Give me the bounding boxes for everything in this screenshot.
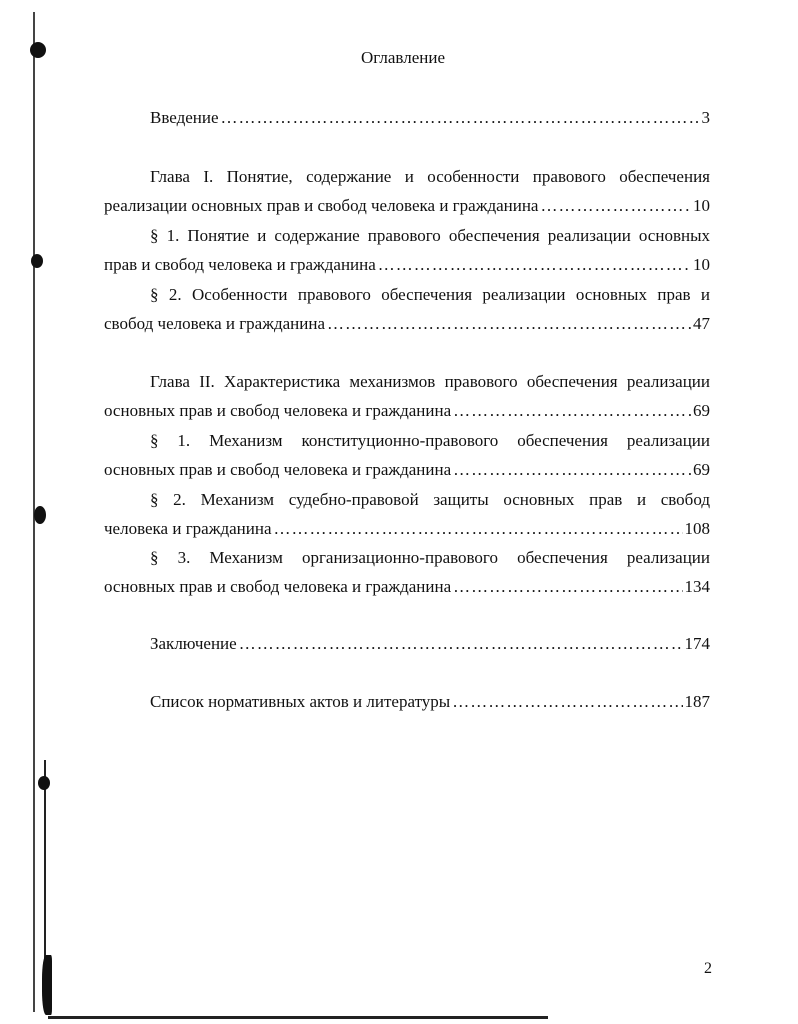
toc-entry-label: Список нормативных актов и литературы: [150, 692, 451, 711]
toc-entry-intro: [104, 103, 710, 132]
scan-blot: [31, 254, 43, 268]
toc-entry-line: основных прав и свобод человека и гражданина: [104, 401, 452, 420]
scan-bottom-edge: [48, 1016, 548, 1019]
toc-entry-line: свобод человека и гражданина: [104, 314, 326, 333]
toc-entry-line: § 2. Особенности правового обеспечения реализации основных прав и: [150, 285, 710, 304]
toc-entry-ch2-section-2: [104, 485, 710, 543]
leader-dots: [453, 572, 682, 601]
toc-entry-line: Глава II. Характеристика механизмов правового обеспечения реализации: [150, 372, 710, 391]
toc-entry-line: реализации основных прав и свобод человека и гражданина: [104, 196, 539, 215]
toc-entry-label: Заключение: [150, 634, 237, 653]
toc-page-number: 10: [693, 196, 710, 215]
leader-dots: [540, 191, 691, 220]
page-number: 2: [704, 960, 712, 977]
toc-entry-chapter-2: [104, 367, 710, 425]
toc-heading: Оглавление: [361, 48, 445, 67]
toc-page-number: 47: [693, 314, 710, 333]
toc-entry-line: § 1. Понятие и содержание правового обеспечения реализации основных: [150, 226, 710, 245]
toc-page-number: 187: [684, 692, 710, 711]
toc-entry-line: § 2. Механизм судебно-правовой защиты основных прав и свобод: [150, 490, 710, 509]
leader-dots: [239, 629, 683, 658]
scan-blot: [42, 955, 52, 1015]
leader-dots: [378, 250, 691, 279]
leader-dots: [453, 396, 691, 425]
toc-entry-ch2-section-1: [104, 426, 710, 484]
toc-page-number: 69: [693, 401, 710, 420]
toc-page-number: 108: [684, 519, 710, 538]
toc-entry-line: основных прав и свобод человека и гражданина: [104, 577, 452, 596]
scan-blot: [38, 776, 50, 790]
toc-entry-line: § 3. Механизм организационно-правового обеспечения реализации: [150, 548, 710, 567]
leader-dots: [221, 103, 700, 132]
toc-page-number: 174: [684, 634, 710, 653]
toc-entry-line: прав и свобод человека и гражданина: [104, 255, 376, 274]
toc-page-number: 10: [693, 255, 710, 274]
toc-page-number: 69: [693, 460, 710, 479]
toc-entry-ch1-section-2: [104, 280, 710, 338]
toc-entry-line: человека и гражданина: [104, 519, 272, 538]
leader-dots: [327, 309, 691, 338]
toc-page-number: 134: [684, 577, 710, 596]
leader-dots: [453, 455, 691, 484]
toc-entry-line: Глава I. Понятие, содержание и особенности правового обеспечения: [150, 167, 710, 186]
leader-dots: [274, 514, 683, 543]
scan-blot: [34, 506, 46, 524]
toc-entry-label: Введение: [150, 108, 219, 127]
toc-entry-line: § 1. Механизм конституционно-правового обеспечения реализации: [150, 431, 710, 450]
toc-page-number: 3: [701, 108, 710, 127]
leader-dots: [452, 687, 682, 716]
toc-entry-ch2-section-3: [104, 543, 710, 601]
toc-entry-line: основных прав и свобод человека и гражданина: [104, 460, 452, 479]
toc-entry-ch1-section-1: [104, 221, 710, 279]
toc-entry-conclusion: [104, 629, 710, 658]
toc-entry-chapter-1: [104, 162, 710, 220]
toc-entry-references: [104, 687, 710, 716]
